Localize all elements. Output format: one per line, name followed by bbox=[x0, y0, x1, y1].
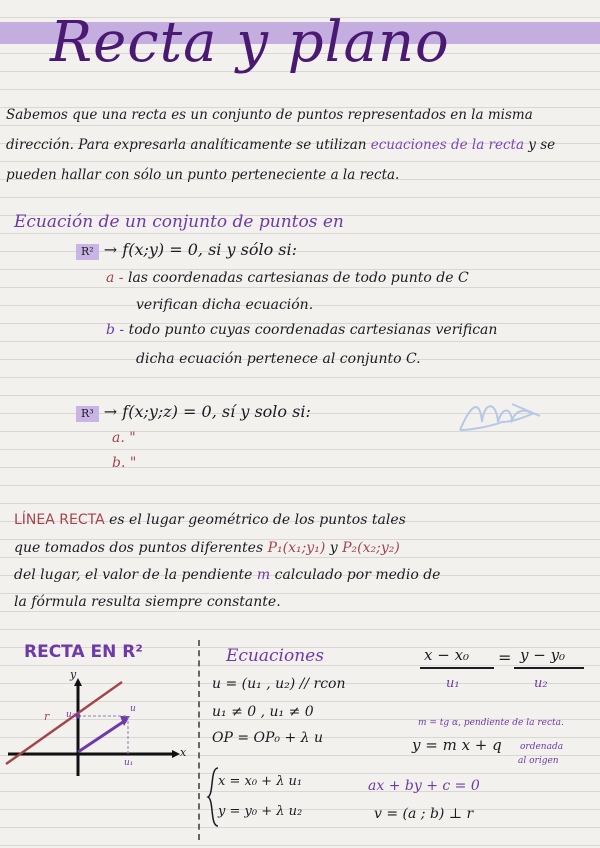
graph-x-label: x bbox=[180, 746, 187, 759]
sym-frac1-den: u₁ bbox=[446, 676, 460, 691]
r2-line bbox=[76, 240, 297, 260]
graph-y-label: y bbox=[70, 668, 77, 681]
recta-graph bbox=[2, 664, 192, 784]
linea-recta-line2 bbox=[14, 540, 400, 556]
eq-vector: OP = OP₀ + λ u bbox=[212, 730, 324, 746]
sym-frac2-num: y − y₀ bbox=[520, 646, 566, 664]
vector-u bbox=[78, 720, 126, 752]
line-r bbox=[6, 682, 122, 764]
item-b3: b. " bbox=[112, 455, 137, 471]
item-a-text1: las coordenadas cartesianas de todo punto de C bbox=[127, 270, 469, 286]
graph-r-label: r bbox=[44, 710, 50, 723]
sym-frac1-num: x − x₀ bbox=[424, 646, 470, 664]
r3-line bbox=[76, 402, 311, 422]
linea-recta-text2b: y bbox=[325, 540, 343, 556]
linea-recta-text2a: que tomados dos puntos diferentes bbox=[14, 540, 268, 556]
normal-vector: v = (a ; b) ⊥ r bbox=[374, 806, 474, 822]
linea-recta-text3a: del lugar, el valor de la pendiente bbox=[14, 567, 257, 583]
r3-text: → f(x;y;z) = 0, sí y solo si: bbox=[103, 402, 311, 421]
point-p2: P₂(x₂;y₂) bbox=[342, 540, 400, 556]
linea-recta-text4: la fórmula resulta siempre constante. bbox=[14, 594, 281, 610]
point-p0 bbox=[76, 714, 81, 719]
intro-paragraph bbox=[6, 100, 586, 190]
graph-u-label: u bbox=[130, 704, 136, 714]
r3-tag: R³ bbox=[76, 406, 99, 422]
recta-en-heading: RECTA EN R² bbox=[24, 642, 143, 662]
intro-text-2: y se pueden hallar con sólo un punto perteneciente a la recta. bbox=[6, 137, 556, 183]
dashed-divider bbox=[198, 640, 200, 840]
item-a3: a. " bbox=[112, 430, 136, 446]
slope-equation: y = m x + q bbox=[412, 736, 502, 754]
fraction-bars bbox=[418, 666, 586, 670]
item-b-text2: dicha ecuación pertenece al conjunto C. bbox=[136, 351, 421, 367]
item-a-label: a - bbox=[106, 270, 124, 286]
intro-highlight: ecuaciones de la recta bbox=[370, 137, 525, 153]
item-b-line1 bbox=[106, 322, 497, 338]
item-a-text2: verifican dicha ecuación. bbox=[136, 297, 314, 313]
page-title: Recta y plano bbox=[50, 10, 450, 75]
item-b-text1: todo punto cuyas coordenadas cartesianas verifican bbox=[128, 322, 498, 338]
eq-param-y: y = y₀ + λ u₂ bbox=[218, 804, 303, 819]
item-b-label: b - bbox=[106, 322, 125, 338]
note-m: m = tg α, pendiente de la recta. bbox=[418, 718, 564, 728]
point-p1: P₁(x₁;y₁) bbox=[267, 540, 326, 556]
graph-u2-label: u₂ bbox=[66, 710, 76, 720]
r2-tag: R² bbox=[76, 244, 99, 260]
signature-scribble bbox=[452, 392, 548, 442]
note-q1: ordenada bbox=[520, 742, 564, 752]
eq-param-x: x = x₀ + λ u₁ bbox=[218, 774, 303, 789]
sym-frac2-den: u₂ bbox=[534, 676, 548, 691]
sym-equals: = bbox=[498, 648, 512, 667]
linea-recta-line1 bbox=[14, 512, 406, 528]
eq-u-def: u = (u₁ , u₂) // rcon bbox=[212, 676, 346, 692]
section-title: Ecuación de un conjunto de puntos en bbox=[14, 212, 344, 232]
slope-m: m bbox=[256, 567, 271, 583]
x-axis-arrow bbox=[172, 750, 180, 758]
ecuaciones-title: Ecuaciones bbox=[226, 646, 324, 666]
linea-recta-text1: es el lugar geométrico de los puntos tales bbox=[104, 512, 406, 528]
item-a-line1 bbox=[106, 270, 469, 286]
eq-u-nonzero: u₁ ≠ 0 , u₁ ≠ 0 bbox=[212, 704, 314, 720]
linea-recta-term: LÍNEA RECTA bbox=[14, 512, 105, 528]
intro-text-1: Sabemos que una recta es un conjunto de puntos representados en la misma dirección. Para expresarla analíticamente se utilizan bbox=[6, 107, 533, 153]
linea-recta-line3 bbox=[14, 567, 440, 583]
general-equation: ax + by + c = 0 bbox=[368, 778, 480, 794]
note-q2: al origen bbox=[518, 756, 559, 766]
r2-text: → f(x;y) = 0, si y sólo si: bbox=[103, 240, 298, 259]
linea-recta-text3b: calculado por medio de bbox=[270, 567, 441, 583]
graph-u1-label: u₁ bbox=[124, 758, 134, 768]
